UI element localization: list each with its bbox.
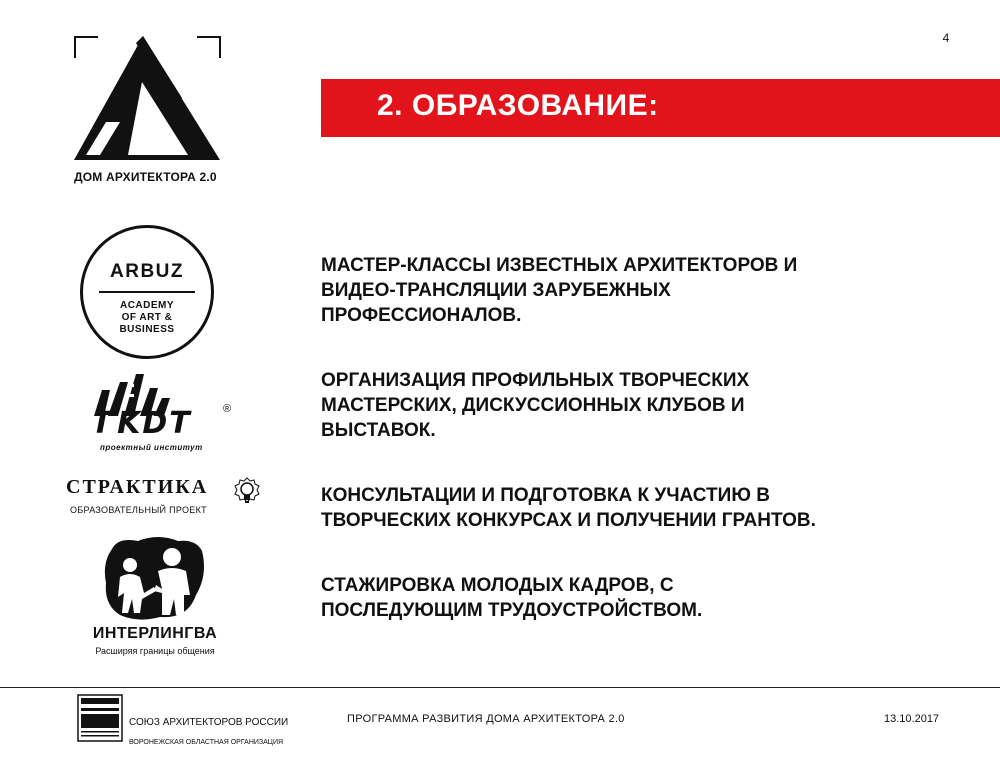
straktika-name: СТРАКТИКА — [66, 476, 209, 498]
paragraph-internship: СТАЖИРОВКА МОЛОДЫХ КАДРОВ, С ПОСЛЕДУЮЩИМ ТРУДОУСТРОЙСТВОМ. — [321, 575, 703, 621]
paragraph-workshops: ОРГАНИЗАЦИЯ ПРОФИЛЬНЫХ ТВОРЧЕСКИХ МАСТЕРСКИХ, ДИСКУССИОННЫХ КЛУБОВ И ВЫСТАВОК. — [321, 370, 750, 441]
straktika-logo — [66, 476, 266, 520]
gkdt-logo — [84, 370, 244, 460]
people-icon — [98, 535, 208, 623]
title-bar — [321, 79, 1000, 137]
union-of-architects-logo — [77, 694, 123, 742]
lightbulb-icon — [231, 476, 263, 512]
arbuz-logo — [80, 225, 214, 359]
arbuz-divider — [99, 291, 195, 293]
union-text — [129, 708, 288, 758]
paragraph-consultations: КОНСУЛЬТАЦИИ И ПОДГОТОВКА К УЧАСТИЮ В ТВОРЧЕСКИХ КОНКУРСАХ И ПОЛУЧЕНИИ ГРАНТОВ. — [321, 485, 816, 531]
slide-title: 2. ОБРАЗОВАНИЕ: — [377, 89, 659, 122]
content-list — [321, 253, 921, 663]
registered-mark: ® — [223, 403, 232, 415]
union-branch: ВОРОНЕЖСКАЯ ОБЛАСТНАЯ ОРГАНИЗАЦИЯ — [129, 739, 284, 746]
union-name: СОЮЗ АРХИТЕКТОРОВ РОССИИ — [129, 717, 289, 728]
gkdt-subtitle: проектный институт — [100, 443, 203, 452]
footer-divider — [0, 687, 1000, 688]
paragraph-masterclasses: МАСТЕР-КЛАССЫ ИЗВЕСТНЫХ АРХИТЕКТОРОВ И ВИДЕО-ТРАНСЛЯЦИИ ЗАРУБЕЖНЫХ ПРОФЕССИОНАЛОВ. — [321, 255, 798, 326]
footer-date: 13.10.2017 — [884, 713, 940, 725]
page-number: 4 — [942, 31, 950, 45]
interlingva-name: ИНТЕРЛИНГВА — [92, 625, 218, 642]
logo-caption: ДОМ АРХИТЕКТОРА 2.0 — [74, 170, 217, 184]
interlingva-logo — [88, 535, 228, 665]
arbuz-name: ARBUZ — [110, 261, 184, 282]
arbuz-subtitle: ACADEMY OF ART & BUSINESS — [119, 300, 175, 335]
straktika-subtitle: ОБРАЗОВАТЕЛЬНЫЙ ПРОЕКТ — [70, 505, 207, 515]
footer-program: ПРОГРАММА РАЗВИТИЯ ДОМА АРХИТЕКТОРА 2.0 — [347, 713, 625, 725]
interlingva-subtitle: Расширяя границы общения — [95, 646, 215, 656]
gkdt-name: ГKDT — [96, 406, 192, 441]
